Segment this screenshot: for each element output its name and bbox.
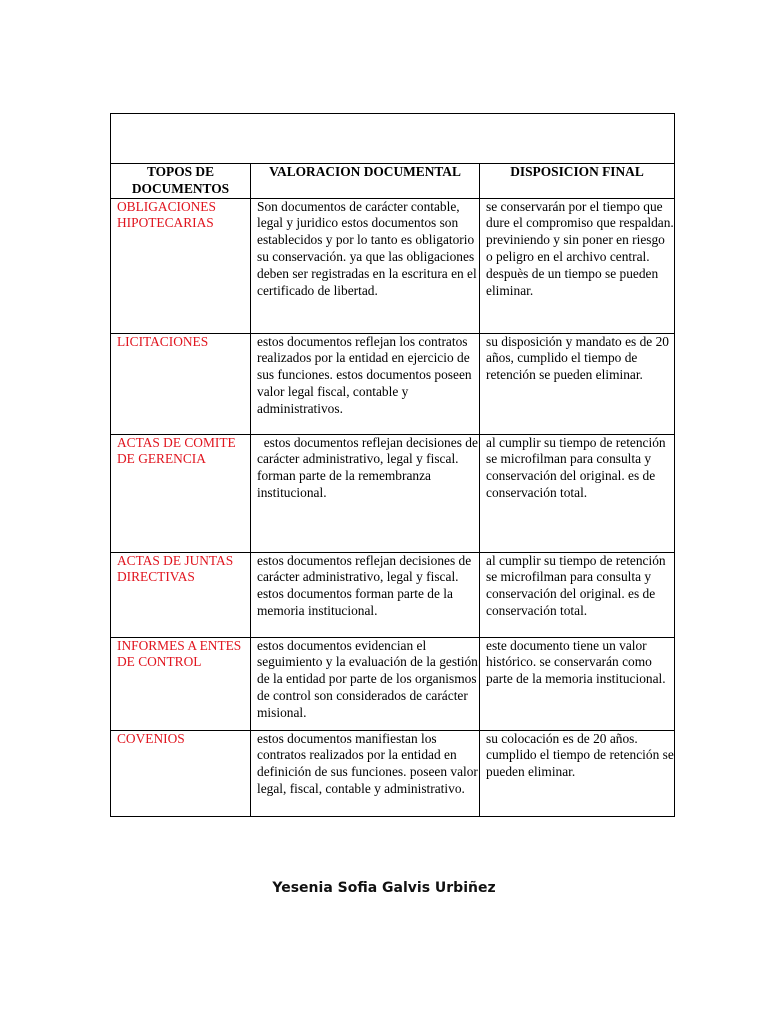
document-type-label: OBLIGACIONES HIPOTECARIAS xyxy=(117,198,216,231)
document-type-cell xyxy=(111,198,251,333)
document-type-cell xyxy=(111,730,251,816)
header-disposition: DISPOSICION FINAL xyxy=(480,164,675,199)
valuation-cell: estos documentos reflejan los contratos realizados por la entidad en ejercicio de sus funciones. estos documentos poseen valor legal fiscal, contable y administrativos. xyxy=(251,333,480,434)
table-row xyxy=(111,198,675,333)
valuation-cell: estos documentos manifiestan los contratos realizados por la entidad en definición de sus funciones. poseen valor legal, fiscal, contable y administrativo. xyxy=(251,730,480,816)
document-type-cell xyxy=(111,434,251,552)
document-type-label: ACTAS DE COMITE DE GERENCIA xyxy=(117,434,236,467)
table-row xyxy=(111,333,675,434)
document-type-label: ACTAS DE JUNTAS DIRECTIVAS xyxy=(117,552,234,585)
valuation-cell: Son documentos de carácter contable, legal y juridico estos documentos son establecidos y por lo tanto es obligatorio su conservación. ya que las obligaciones deben ser registradas en la escritura en el certificado de libertad. xyxy=(251,198,480,333)
disposition-cell: al cumplir su tiempo de retención se microfilman para consulta y conservación del original. es de conservación total. xyxy=(480,552,675,637)
valuation-cell: estos documentos evidencian el seguimiento y la evaluación de la gestión de la entidad por parte de los organismos de control son considerados de carácter misional. xyxy=(251,637,480,730)
disposition-cell: su colocación es de 20 años. cumplido el tiempo de retención se pueden eliminar. xyxy=(480,730,675,816)
disposition-cell: al cumplir su tiempo de retención se microfilman para consulta y conservación del original. es de conservación total. xyxy=(480,434,675,552)
valuation-cell: estos documentos reflejan decisiones de carácter administrativo, legal y fiscal. estos documentos forman parte de la memoria institucional. xyxy=(251,552,480,637)
disposition-cell: este documento tiene un valor histórico. se conservarán como parte de la memoria institucional. xyxy=(480,637,675,730)
table-row xyxy=(111,552,675,637)
title-row xyxy=(111,114,675,164)
document-type-cell xyxy=(111,552,251,637)
disposition-cell: su disposición y mandato es de 20 años, cumplido el tiempo de retención se pueden eliminar. xyxy=(480,333,675,434)
document-table xyxy=(110,113,675,817)
header-type: TOPOS DE DOCUMENTOS xyxy=(111,164,251,199)
author-name: Yesenia Sofia Galvis Urbiñez xyxy=(272,880,496,896)
document-type-label: LICITACIONES xyxy=(117,333,209,349)
table-row xyxy=(111,637,675,730)
table-row xyxy=(111,434,675,552)
table-row xyxy=(111,730,675,816)
valuation-cell xyxy=(251,434,480,552)
header-valuation: VALORACION DOCUMENTAL xyxy=(251,164,480,199)
document-type-cell xyxy=(111,637,251,730)
header-row xyxy=(111,164,675,199)
document-type-label: COVENIOS xyxy=(117,730,185,746)
empty-title-cell xyxy=(111,114,675,164)
document-type-label: INFORMES A ENTES DE CONTROL xyxy=(117,637,242,670)
disposition-cell: se conservarán por el tiempo que dure el compromiso que respaldan. previniendo y sin poner en riesgo o peligro en el archivo central. despuès de un tiempo se pueden eliminar. xyxy=(480,198,675,333)
valuation-text: estos documentos reflejan decisiones de carácter administrativo, legal y fiscal. forman parte de la remembranza institucional. xyxy=(257,434,478,500)
document-type-cell xyxy=(111,333,251,434)
